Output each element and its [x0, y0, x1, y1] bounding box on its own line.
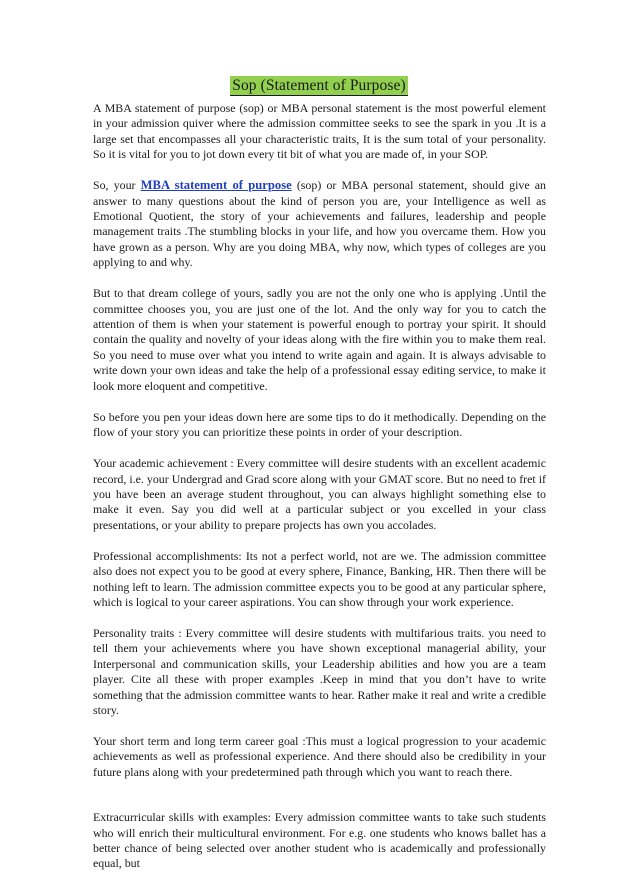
- paragraph-personality-traits: Personality traits : Every committee will desire students with multifarious traits. you need to tell them your achievements where you have shown exceptional managerial ability, your Interpersonal and communication skills, your Leadership abilities and how you are a team player. Cite all these with proper examples .Keep in mind that you don’t have to write something that the admission committee wants to hear. Rather make it real and write a credible story.: [93, 625, 546, 717]
- mba-sop-link[interactable]: MBA statement of purpose: [140, 178, 292, 193]
- page-title: Sop (Statement of Purpose): [232, 77, 406, 94]
- paragraph-career-goal: Your short term and long term career goal :This must a logical progression to your academic achievements as well as professional experience. And there should also be credibility in your future plans along with your predetermined path through which you want to reach there.: [93, 733, 546, 779]
- paragraph-sop-answers: [93, 178, 546, 270]
- paragraph-intro: A MBA statement of purpose (sop) or MBA personal statement is the most powerful element in your admission quiver where the admission committee seeks to see the spark in you .It is a large set that encompasses all your characteristic traits, It is the sum total of your personality. So it is vital for you to jot down every tit bit of what you are made of, in your SOP.: [93, 101, 546, 162]
- paragraph-professional-accomplishments: Professional accomplishments: Its not a perfect world, not are we. The admission committee also does not expect you to be good at every sphere, Finance, Banking, HR. Then there will be nothing left to learn. The admission committee expects you to be good at any particular sphere, which is logical to your career aspirations. You can show through your work experience.: [93, 548, 546, 609]
- paragraph-text: So, your: [93, 178, 141, 193]
- paragraph-tips: So before you pen your ideas down here are some tips to do it methodically. Depending on the flow of your story you can prioritize these points in order of your description.: [93, 409, 546, 440]
- paragraph-text: (sop) or MBA personal statement, should give an answer to many questions about the kind of person you are, your Intelligence as well as Emotional Quotient, the story of your achievements and failures, leadership and people management traits .The stumbling blocks in your life, and how you overcame them. How you have grown as a person. Why are you doing MBA, why now, which types of colleges are you applying to and why.: [93, 178, 546, 270]
- title-block: [0, 76, 638, 96]
- paragraph-academic-achievement: Your academic achievement : Every committee will desire students with an excellent academic record, i.e. your Undergrad and Grad score along with your GMAT score. But no need to fret if you have been an average student throughout, you can always highlight something else to make it even. Say you did well at a particular subject or you excelled in your class presentations, or your ability to prepare projects has own you accolades.: [93, 456, 546, 532]
- document-body: [93, 101, 546, 887]
- paragraph-extracurricular: Extracurricular skills with examples: Every admission committee wants to take such students who will enrich their multicultural environment. For e.g. one students who knows ballet has a better chance of being selected over another student who is academically and professionally equal, but: [93, 810, 546, 871]
- paragraph-dream-college: But to that dream college of yours, sadly you are not the only one who is applying .Until the committee chooses you, you are just one of the lot. And the only way for you to catch the attention of them is when your statement is powerful enough to portray your spirit. It should contain the quality and novelty of your ideas along with the fire within you to make them real. So you need to muse over what you intend to write again and again. It is always advisable to write down your own ideas and take the help of a professional essay editing service, to make it look more eloquent and competitive.: [93, 286, 546, 393]
